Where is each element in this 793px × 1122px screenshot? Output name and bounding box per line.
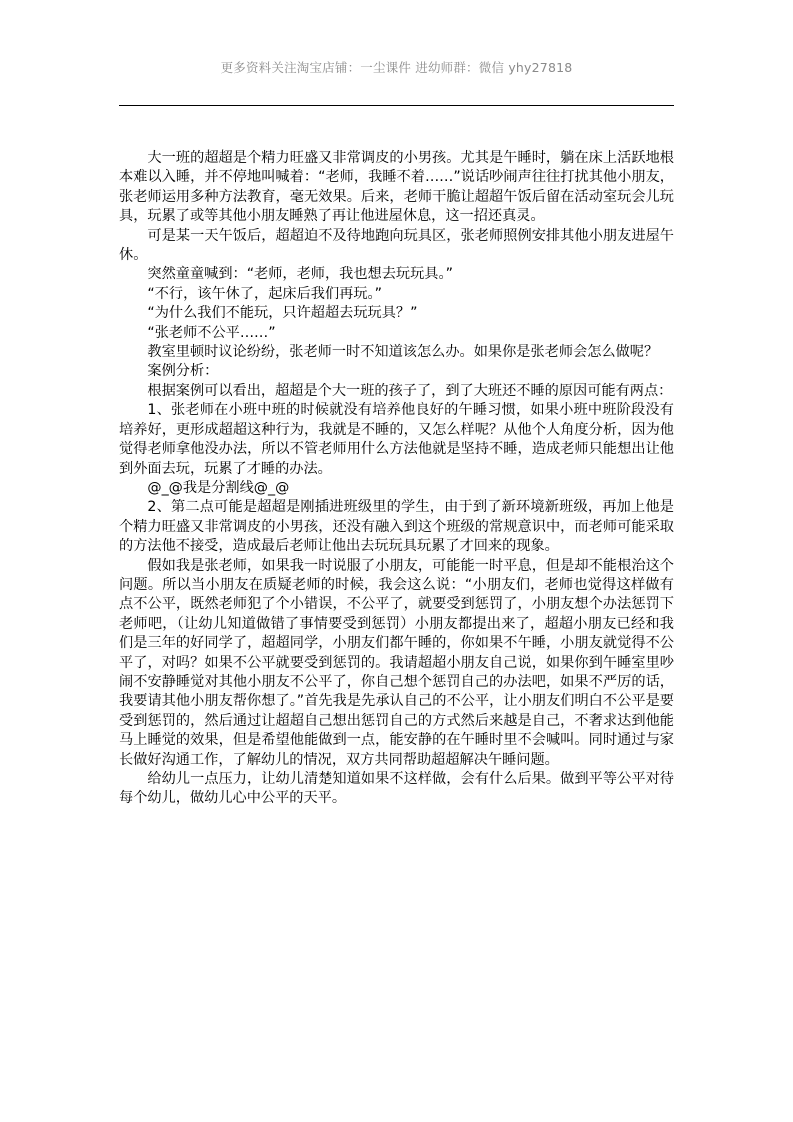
paragraph-lunch: 可是某一天午饭后，超超迫不及待地跑向玩具区，张老师照例安排其他小朋友进屋午休。 xyxy=(119,227,674,264)
paragraph-tongtong: 突然童童喊到：“老师，老师，我也想去玩玩具。” xyxy=(147,266,453,283)
paragraph-analysis-heading: 案例分析： xyxy=(147,363,219,380)
paragraph-intro: 大一班的超超是个精力旺盛又非常调皮的小男孩。尤其是午睡时，躺在床上活跃地根本难以入睡，并不停地叫喊着：“老师，我睡不着……”说话吵闹声往往打扰其他小朋友，张老师运用多种方法教育，毫无效果。后来，老师干脆让超超午饭后留在活动室玩会儿玩具，玩累了或等其他小朋友睡熟了再让他进屋休息，这一招还真灵。 xyxy=(119,150,674,225)
paragraph-quote-3: “张老师不公平……” xyxy=(147,324,276,341)
paragraph-reason-1: 1、张老师在小班中班的时候就没有培养他良好的午睡习惯，如果小班中班阶段没有培养好，更形成超超这种行为，我就是不睡的，又怎么样呢？从他个人角度分析，因为他觉得老师拿他没办法，所以不管老师用什么方法他就是坚持不睡，造成老师只能想出让他到外面去玩，玩累了才睡的办法。 xyxy=(119,402,674,477)
page-header-text: 更多资料关注淘宝店铺：一尘课件 进幼师群：微信 yhy27818 xyxy=(220,60,573,75)
paragraph-quote-2: “为什么我们不能玩，只许超超去玩玩具？” xyxy=(147,305,418,322)
paragraph-solution: 假如我是张老师，如果我一时说服了小朋友，可能能一时平息，但是却不能根治这个问题。所以当小朋友在质疑老师的时候，我会这么说：“小朋友们，老师也觉得这样做有点不公平，既然老师犯了个小错误，不公平了，就要受到惩罚了，小朋友想个办法惩罚下老师吧，（让幼儿知道做错了事情要受到惩罚）小朋友都提出来了，超超小朋友已经和我们是三年的好同学了，超超同学，小朋友们都午睡的，你如果不午睡，小朋友就觉得不公平了，对吗？如果不公平就要受到惩罚的。我请超超小朋友自己说，如果你到午睡室里吵闹不安静睡觉对其他小朋友不公平了，你自己想个惩罚自己的办法吧，如果不严厉的话，我要请其他小朋友帮你想了。”首先我是先承认自己的不公平，让小朋友们明白不公平是要受到惩罚的，然后通过让超超自己想出惩罚自己的方式然后来越是自己，不奢求达到他能马上睡觉的效果，但是希望他能做到一点，能安静的在午睡时里不会喊叫。同时通过与家长做好沟通工作，了解幼儿的情况，双方共同帮助超超解决午睡问题。 xyxy=(119,557,674,768)
paragraph-separator: @_@我是分割线@_@ xyxy=(147,479,290,496)
paragraph-question: 教室里顿时议论纷纷，张老师一时不知道该怎么办。如果你是张老师会怎么做呢？ xyxy=(147,344,659,361)
paragraph-analysis-intro: 根据案例可以看出，超超是个大一班的孩子了，到了大班还不睡的原因可能有两点： xyxy=(147,382,673,399)
header-divider xyxy=(119,105,674,106)
document-body xyxy=(119,149,674,809)
paragraph-quote-1: “不行，该午休了，起床后我们再玩。” xyxy=(147,285,382,302)
paragraph-conclusion: 给幼儿一点压力，让幼儿清楚知道如果不这样做，会有什么后果。做到平等公平对待每个幼儿，做幼儿心中公平的天平。 xyxy=(119,771,674,807)
paragraph-reason-2: 2、第二点可能是超超是刚插进班级里的学生，由于到了新环境新班级，再加上他是个精力旺盛又非常调皮的小男孩，还没有融入到这个班级的常规意识中，而老师可能采取的方法他不接受，造成最后老师让他出去玩玩具玩累了才回来的现象。 xyxy=(119,499,674,555)
